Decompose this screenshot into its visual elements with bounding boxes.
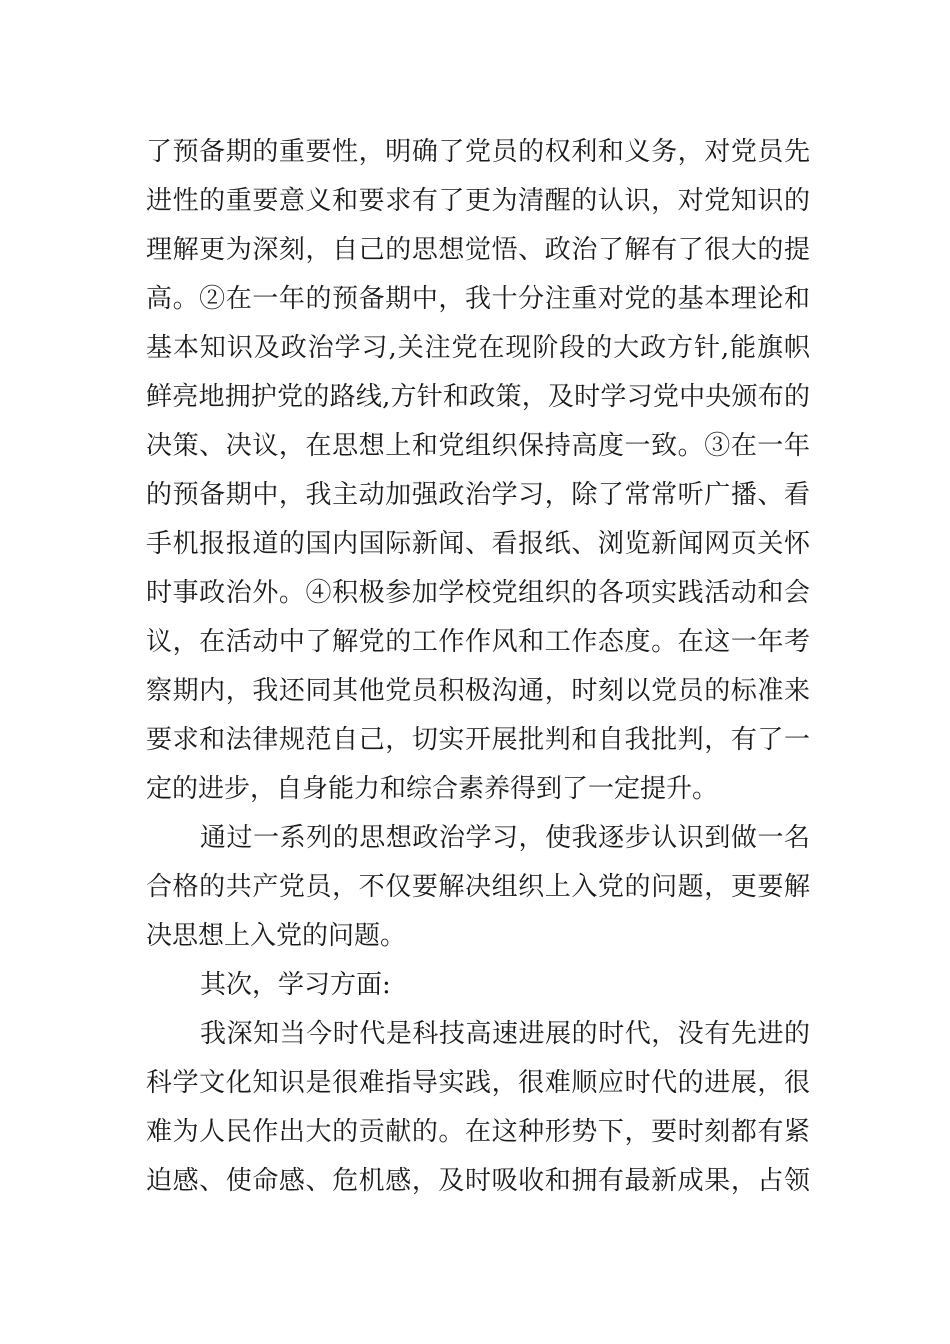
text-line: 合格的共产党员，不仅要解决组织上入党的问题，更要解 [146, 872, 810, 902]
text-line: 鲜亮地拥护党的路线,方针和政策，及时学习党中央颁布的 [146, 382, 810, 412]
text-line: 我深知当今时代是科技高速进展的时代，没有先进的 [200, 1019, 810, 1049]
text-line: 科学文化知识是很难指导实践，很难顺应时代的进展，很 [146, 1068, 810, 1098]
text-line: 议，在活动中了解党的工作作风和工作态度。在这一年考 [146, 627, 810, 657]
text-line: 理解更为深刻，自己的思想觉悟、政治了解有了很大的提 [146, 235, 810, 265]
paragraph-1 [146, 128, 810, 814]
paragraph-3 [146, 961, 810, 1010]
text-line: 了预备期的重要性，明确了党员的权利和义务，对党员先 [146, 137, 810, 167]
text-line: 的预备期中，我主动加强政治学习，除了常常听广播、看 [146, 480, 810, 510]
text-line: 难为人民作出大的贡献的。在这种形势下，要时刻都有紧 [146, 1117, 810, 1147]
text-line: 察期内，我还同其他党员积极沟通，时刻以党员的标准来 [146, 676, 810, 706]
text-line: 定的进步，自身能力和综合素养得到了一定提升。 [146, 774, 719, 804]
paragraph-4 [146, 1010, 810, 1206]
text-line: 要求和法律规范自己，切实开展批判和自我批判，有了一 [146, 725, 810, 755]
section-heading: 其次，学习方面: [200, 970, 391, 1000]
text-line: 基本知识及政治学习,关注党在现阶段的大政方针,能旗帜 [146, 333, 810, 363]
text-line: 决策、决议，在思想上和党组织保持高度一致。③在一年 [146, 431, 810, 461]
paragraph-2 [146, 814, 810, 961]
text-line: 高。②在一年的预备期中，我十分注重对党的基本理论和 [146, 284, 810, 314]
text-line: 时事政治外。④积极参加学校党组织的各项实践活动和会 [146, 578, 810, 608]
text-line: 决思想上入党的问题。 [146, 921, 407, 951]
text-line: 迫感、使命感、危机感，及时吸收和拥有最新成果，占领 [146, 1166, 810, 1196]
text-line: 进性的重要意义和要求有了更为清醒的认识，对党知识的 [146, 186, 810, 216]
text-line: 手机报报道的国内国际新闻、看报纸、浏览新闻网页关怀 [146, 529, 810, 559]
text-line: 通过一系列的思想政治学习，使我逐步认识到做一名 [200, 823, 810, 853]
document-body [146, 128, 810, 1206]
